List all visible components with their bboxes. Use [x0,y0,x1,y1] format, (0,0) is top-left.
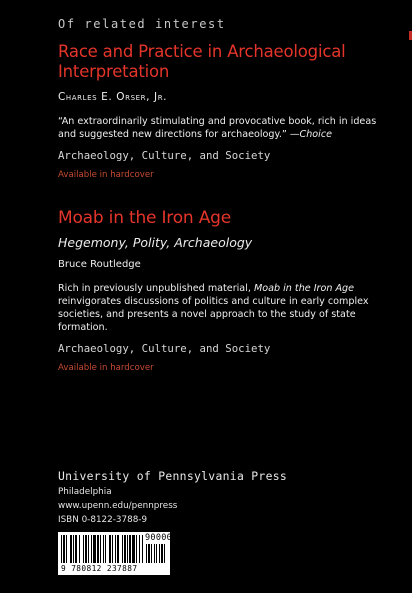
blurb-text-post: reinvigorates discussions of politics and culture in early complex societies, and presents a novel approach to the study of state formation. [58,296,369,333]
blurb-text-pre: Rich in previously unpublished material, [58,283,254,294]
barcode-digits: 9 780812 237887 [61,564,138,573]
book-availability: Available in hardcover [58,170,154,180]
book-title [58,42,396,82]
book-entry-race-and-practice [58,42,396,180]
publisher-city: Philadelphia [58,487,112,497]
book-entry-moab [58,207,396,373]
section-header: Of related interest [58,17,226,31]
book-title-line-1: Race and Practice in Archaeological [58,42,346,61]
book-availability: Available in hardcover [58,363,154,373]
book-subtitle: Hegemony, Polity, Archaeology [58,235,253,250]
book-author: Charles E. Orser, Jr. [58,91,168,103]
blurb-source: Choice [299,129,332,140]
publisher-block [58,469,287,525]
publisher-isbn: ISBN 0-8122-3788-9 [58,515,148,525]
book-author: Bruce Routledge [58,259,141,270]
barcode-addon-number: 90000 [145,533,173,543]
book-blurb [58,115,396,141]
publisher-url: www.upenn.edu/pennpress [58,501,178,511]
barcode [58,532,173,575]
book-series: Archaeology, Culture, and Society [58,342,271,355]
book-title-line-2: Interpretation [58,62,170,81]
book-blurb [58,282,396,334]
book-title: Moab in the Iron Age [58,208,231,228]
publisher-name: University of Pennsylvania Press [58,469,288,483]
blurb-quote: “An extraordinarily stimulating and provocative book, rich in ideas and suggested new directions for archaeology.” — [58,116,377,140]
book-series: Archaeology, Culture, and Society [58,149,271,162]
blurb-book-title: Moab in the Iron Age [253,283,355,294]
